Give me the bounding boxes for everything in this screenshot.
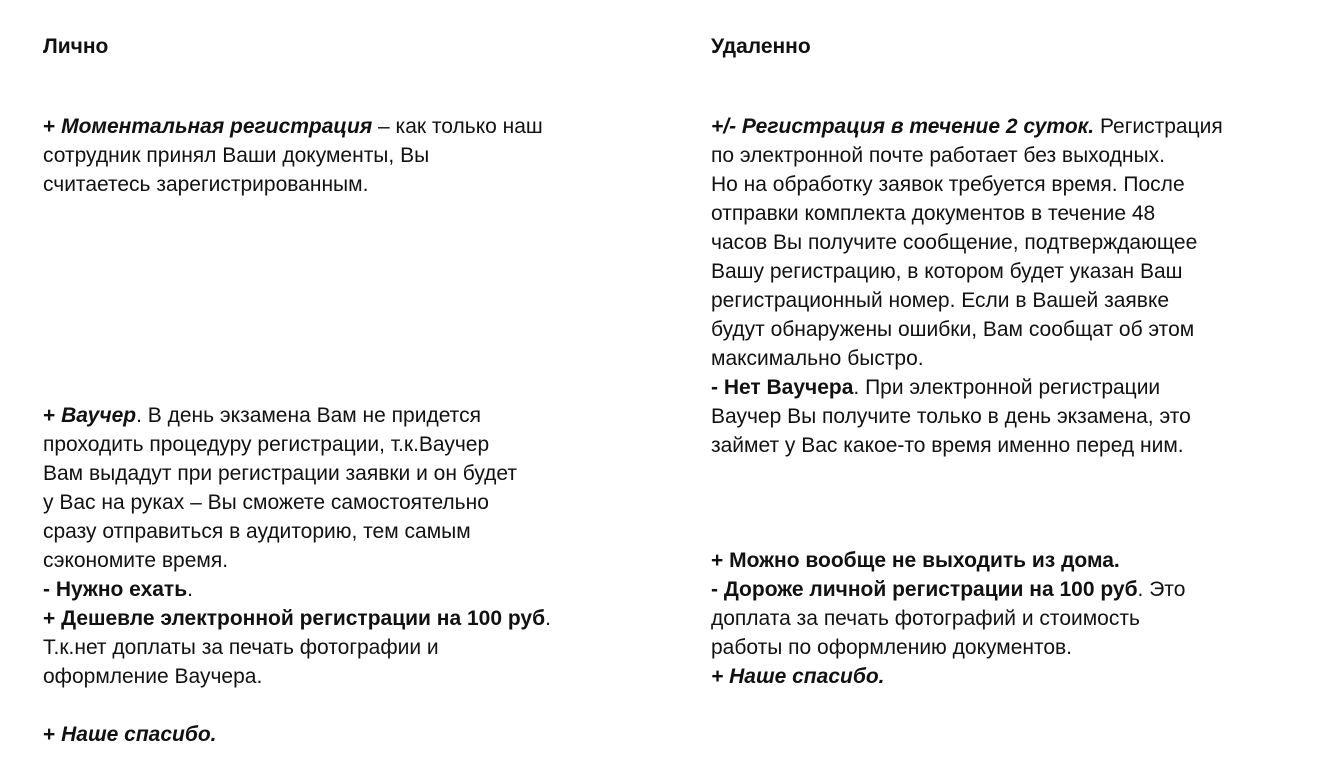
text-line: сразу отправиться в аудиторию, тем самым xyxy=(43,520,471,543)
text-line: будут обнаружены ошибки, Вам сообщат об этом xyxy=(711,318,1195,341)
text-line: максимально быстро. xyxy=(711,347,924,370)
no-voucher-term: - Нет Ваучера xyxy=(711,376,854,399)
text-line: + Дешевле электронной регистрации на 100 руб. xyxy=(43,607,551,630)
text-line: - Нужно ехать. xyxy=(43,578,193,601)
cheaper-term: + Дешевле электронной регистрации на 100 руб xyxy=(43,607,546,630)
text-line: часов Вы получите сообщение, подтверждающее xyxy=(711,231,1198,254)
remote-registration-paragraph xyxy=(711,112,1223,460)
text-line: +/- Регистрация в течение 2 суток. Регистрация xyxy=(711,115,1223,138)
text-line: считаетесь зарегистрированным. xyxy=(43,173,369,196)
text-line: сотрудник принял Ваши документы, Вы xyxy=(43,144,430,167)
text-line: работы по оформлению документов. xyxy=(711,636,1073,659)
text-line: отправки комплекта документов в течение 48 xyxy=(711,202,1156,225)
text-line: Т.к.нет доплаты за печать фотографии и xyxy=(43,636,439,659)
text-line: - Дороже личной регистрации на 100 руб. Это xyxy=(711,578,1186,601)
text-line: оформление Ваучера. xyxy=(43,665,263,688)
more-expensive-term: - Дороже личной регистрации на 100 руб xyxy=(711,578,1138,601)
remote-benefits-paragraph xyxy=(711,546,1185,691)
text-line: по электронной почте работает без выходных. xyxy=(711,144,1165,167)
need-to-travel-term: - Нужно ехать xyxy=(43,578,188,601)
text-line: Вам выдадут при регистрации заявки и он будет xyxy=(43,462,517,485)
instant-registration-term: Моментальная регистрация xyxy=(61,115,373,138)
registration-48h-term: +/- Регистрация в течение 2 суток. xyxy=(711,115,1095,138)
text-line: + Ваучер. В день экзамена Вам не придется xyxy=(43,404,481,427)
stay-home-term: + Можно вообще не выходить из дома. xyxy=(711,549,1120,572)
text-line: регистрационный номер. Если в Вашей заявке xyxy=(711,289,1170,312)
column-title-remote: Удаленно xyxy=(711,35,811,58)
thanks-paragraph xyxy=(43,720,217,749)
column-title-in-person: Лично xyxy=(43,35,109,58)
voucher-term: Ваучер xyxy=(61,404,137,427)
text-line: проходить процедуру регистрации, т.к.Ваучер xyxy=(43,433,490,456)
text-line: Вашу регистрацию, в котором будет указан Ваш xyxy=(711,260,1183,283)
text-line: Но на обработку заявок требуется время. После xyxy=(711,173,1185,196)
text-line: сэкономите время. xyxy=(43,549,229,572)
text-line: у Вас на руках – Вы сможете самостоятельно xyxy=(43,491,489,514)
instant-registration-paragraph xyxy=(43,112,543,199)
voucher-paragraph xyxy=(43,401,551,691)
text-line: доплата за печать фотографий и стоимость xyxy=(711,607,1140,630)
thanks-term: Наше спасибо. xyxy=(61,723,217,746)
text-line: займет у Вас какое-то время именно перед ним. xyxy=(711,434,1184,457)
thanks-term: + Наше спасибо. xyxy=(711,665,885,688)
text-line: + Наше спасибо. xyxy=(43,723,217,746)
text-line: - Нет Ваучера. При электронной регистрации xyxy=(711,376,1161,399)
text-line: + Моментальная регистрация – как только наш xyxy=(43,115,543,138)
text-line: Ваучер Вы получите только в день экзамена, это xyxy=(711,405,1191,428)
